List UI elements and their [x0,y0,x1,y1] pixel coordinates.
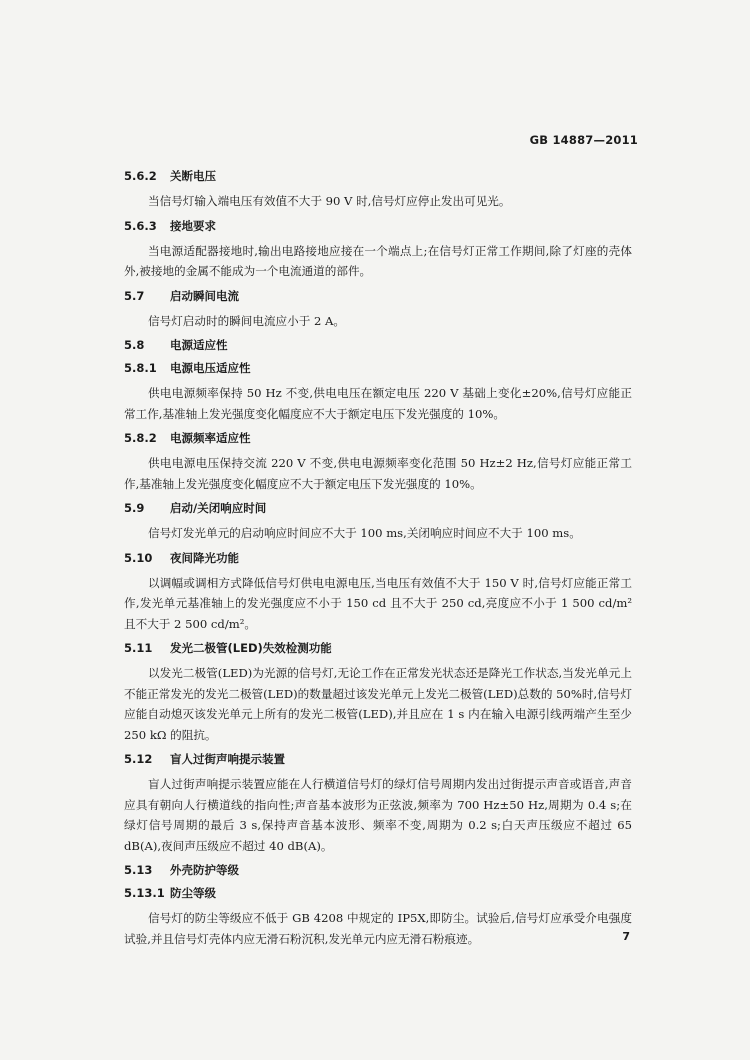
section-title: 发光二极管(LED)失效检测功能 [170,641,332,655]
section-title: 外壳防护等级 [170,863,239,877]
section-title: 电源适应性 [170,338,228,352]
section-number: 5.13.1 [124,886,165,900]
section-heading [124,218,632,235]
section-s59 [124,500,632,544]
section-paragraph: 盲人过街声响提示装置应能在人行横道信号灯的绿灯信号周期内发出过街提示声音或语音,声音应具有朝向人行横道线的指向性;声音基本波形为正弦波,频率为 700 Hz±50 Hz,周期为 0.4 s;在绿灯信号周期的最后 3 s,保持声音基本波形、频率不变,周期为 0.2 s;白天声压级应不超过 65 dB(A),夜间声压级应不超过 40 dB(A)。 [124,777,632,853]
section-s562 [124,168,632,212]
section-s512 [124,751,632,856]
section-title: 接地要求 [170,218,216,233]
section-paragraph: 信号灯的防尘等级应不低于 GB 4208 中规定的 IP5X,即防尘。试验后,信号灯应承受介电强度试验,并且信号灯壳体内应无滑石粉沉积,发光单元内应无滑石粉痕迹。 [124,911,632,946]
section-number: 5.10 [124,550,153,565]
section-s58 [124,337,632,354]
section-number: 5.9 [124,501,145,515]
section-title: 盲人过街声响提示装置 [170,752,285,766]
standard-code: GB 14887—2011 [529,133,638,147]
section-title: 启动瞬间电流 [170,288,239,303]
section-s563 [124,218,632,282]
section-number: 5.8.1 [124,361,157,375]
section-number: 5.8 [124,338,145,352]
section-heading [124,337,632,354]
section-paragraph: 供电电源频率保持 50 Hz 不变,供电电压在额定电压 220 V 基础上变化±20%,信号灯应能正常工作,基准轴上发光强度变化幅度应不大于额定电压下发光强度的 10%。 [124,386,632,421]
section-s510 [124,550,632,635]
document-body [124,168,632,955]
section-title: 关断电压 [170,169,216,183]
section-heading [124,360,632,377]
section-number: 5.6.2 [124,169,157,183]
section-number: 5.8.2 [124,431,157,445]
section-paragraph: 供电电源电压保持交流 220 V 不变,供电电源频率变化范围 50 Hz±2 Hz,信号灯应能正常工作,基准轴上发光强度变化幅度应不大于额定电压下发光强度的 10%。 [124,456,632,491]
section-s57 [124,288,632,332]
section-heading [124,751,632,768]
section-heading [124,500,632,517]
section-paragraph: 以发光二极管(LED)为光源的信号灯,无论工作在正常发光状态还是降光工作状态,当发光单元上不能正常发光的发光二极管(LED)的数量超过该发光单元上发光二极管(LED)总数的 50%时,信号灯应能自动熄灭该发光单元上所有的发光二极管(LED),并且应在 1 s 内在输入电源引线两端产生至少 250 kΩ 的阻抗。 [124,666,632,742]
section-number: 5.6.3 [124,218,157,233]
section-number: 5.11 [124,641,153,655]
section-s582 [124,430,632,494]
section-title: 防尘等级 [170,886,216,900]
section-paragraph: 当电源适配器接地时,输出电路接地应接在一个端点上;在信号灯正常工作期间,除了灯座的壳体外,被接地的金属不能成为一个电流通道的部件。 [124,243,632,278]
section-title: 启动/关闭响应时间 [170,501,267,515]
section-heading [124,550,632,567]
section-s511 [124,640,632,745]
section-heading [124,288,632,305]
section-heading [124,168,632,185]
section-paragraph: 当信号灯输入端电压有效值不大于 90 V 时,信号灯应停止发出可见光。 [148,194,511,208]
section-paragraph: 以调幅或调相方式降低信号灯供电电源电压,当电压有效值不大于 150 V 时,信号灯应能正常工作,发光单元基准轴上的发光强度应不小于 150 cd 且不大于 250 cd,亮度应不小于 1 500 cd/m² 且不大于 2 500 cd/m²。 [124,575,632,631]
section-heading [124,862,632,879]
page-number: 7 [622,930,630,943]
section-s581 [124,360,632,424]
section-title: 夜间降光功能 [170,550,239,565]
section-heading [124,885,632,902]
section-paragraph: 信号灯发光单元的启动响应时间应不大于 100 ms,关闭响应时间应不大于 100 ms。 [148,526,581,540]
section-heading [124,640,632,657]
section-paragraph: 信号灯启动时的瞬间电流应小于 2 A。 [148,313,346,328]
section-number: 5.12 [124,752,153,766]
section-s5131 [124,885,632,949]
section-title: 电源电压适应性 [170,361,251,375]
section-number: 5.13 [124,863,153,877]
section-heading [124,430,632,447]
section-title: 电源频率适应性 [170,431,251,445]
section-number: 5.7 [124,288,145,303]
section-s513 [124,862,632,879]
